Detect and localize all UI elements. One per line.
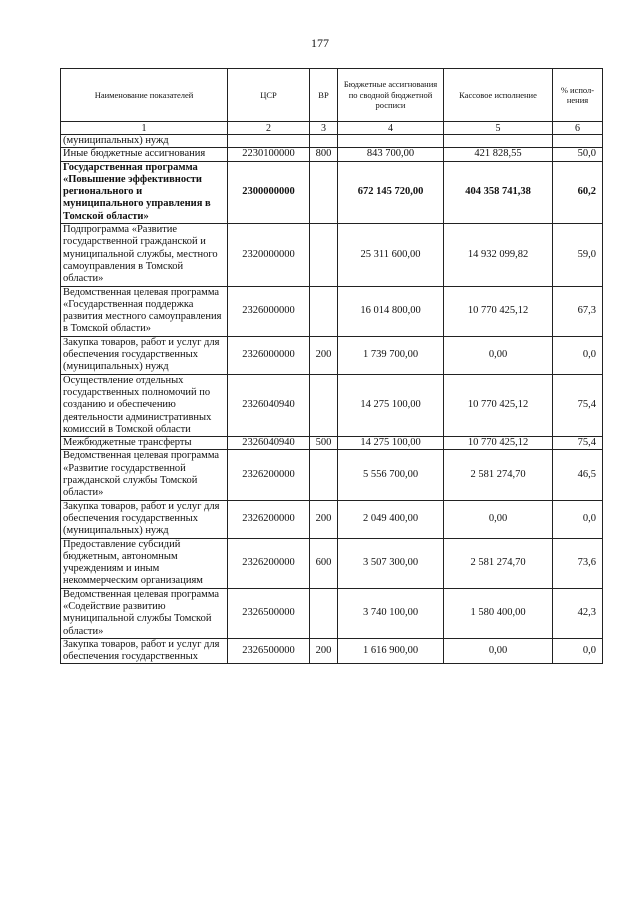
row-vr: [310, 135, 338, 148]
row-budget: 3 740 100,00: [338, 588, 444, 638]
row-name: Закупка товаров, работ и услуг для обеспечения государственных (муниципальных) нужд: [61, 500, 228, 538]
column-number: 4: [338, 122, 444, 135]
row-vr: [310, 161, 338, 223]
table-row: [61, 135, 603, 148]
row-csr: 2326200000: [228, 500, 310, 538]
table-header-row: [61, 69, 603, 122]
table-row: [61, 638, 603, 664]
row-budget: 14 275 100,00: [338, 437, 444, 450]
row-pct: 75,4: [553, 374, 603, 436]
row-name: Государственная программа «Повышение эффективности регионального и муниципального управления в Томской области»: [61, 161, 228, 223]
table-row: [61, 148, 603, 161]
row-csr: 2300000000: [228, 161, 310, 223]
row-name: Ведомственная целевая программа «Государственная поддержка развития местного самоуправления в Томской области»: [61, 286, 228, 336]
row-pct: 59,0: [553, 224, 603, 286]
row-cash: 404 358 741,38: [444, 161, 553, 223]
row-pct: 60,2: [553, 161, 603, 223]
row-budget: 843 700,00: [338, 148, 444, 161]
row-vr: 800: [310, 148, 338, 161]
row-name: Ведомственная целевая программа «Содействие развитию муниципальной службы Томской области»: [61, 588, 228, 638]
row-name: Предоставление субсидий бюджетным, автономным учреждениям и иным некоммерческим организациям: [61, 538, 228, 588]
row-vr: 500: [310, 437, 338, 450]
row-csr: 2326200000: [228, 450, 310, 500]
row-vr: 200: [310, 638, 338, 664]
table-row: [61, 500, 603, 538]
row-name: Осуществление отдельных государственных полномочий по созданию и обеспечению деятельности административных комиссий в Томской области: [61, 374, 228, 436]
row-csr: 2326500000: [228, 638, 310, 664]
row-pct: 75,4: [553, 437, 603, 450]
row-pct: 73,6: [553, 538, 603, 588]
row-pct: 46,5: [553, 450, 603, 500]
row-csr: 2326000000: [228, 336, 310, 374]
row-budget: 1 616 900,00: [338, 638, 444, 664]
header-name: Наименование показателей: [61, 69, 228, 122]
row-cash: [444, 135, 553, 148]
row-csr: 2326200000: [228, 538, 310, 588]
row-pct: 0,0: [553, 336, 603, 374]
row-name: Закупка товаров, работ и услуг для обеспечения государственных: [61, 638, 228, 664]
row-csr: 2326040940: [228, 374, 310, 436]
row-pct: 0,0: [553, 638, 603, 664]
row-budget: 14 275 100,00: [338, 374, 444, 436]
row-cash: 10 770 425,12: [444, 437, 553, 450]
row-budget: 5 556 700,00: [338, 450, 444, 500]
row-name: Подпрограмма «Развитие государственной гражданской и муниципальной службы, местного самоуправления в Томской области»: [61, 224, 228, 286]
row-cash: 2 581 274,70: [444, 538, 553, 588]
column-number: 1: [61, 122, 228, 135]
row-vr: 600: [310, 538, 338, 588]
row-csr: 2230100000: [228, 148, 310, 161]
row-budget: 2 049 400,00: [338, 500, 444, 538]
header-csr: ЦСР: [228, 69, 310, 122]
row-name: Закупка товаров, работ и услуг для обеспечения государственных (муниципальных) нужд: [61, 336, 228, 374]
table-row: [61, 437, 603, 450]
row-vr: [310, 588, 338, 638]
row-pct: 0,0: [553, 500, 603, 538]
row-cash: 0,00: [444, 336, 553, 374]
header-vr: ВР: [310, 69, 338, 122]
row-pct: [553, 135, 603, 148]
row-csr: 2326040940: [228, 437, 310, 450]
row-cash: 10 770 425,12: [444, 286, 553, 336]
row-vr: 200: [310, 500, 338, 538]
row-cash: 0,00: [444, 500, 553, 538]
row-vr: [310, 286, 338, 336]
column-number: 3: [310, 122, 338, 135]
row-csr: [228, 135, 310, 148]
row-cash: 0,00: [444, 638, 553, 664]
row-cash: 14 932 099,82: [444, 224, 553, 286]
row-vr: [310, 450, 338, 500]
row-name: Межбюджетные трансферты: [61, 437, 228, 450]
row-budget: [338, 135, 444, 148]
table-row: [61, 538, 603, 588]
row-name: Ведомственная целевая программа «Развитие государственной гражданской службы Томской области»: [61, 450, 228, 500]
row-csr: 2326500000: [228, 588, 310, 638]
row-pct: 50,0: [553, 148, 603, 161]
row-budget: 1 739 700,00: [338, 336, 444, 374]
table-row: [61, 224, 603, 286]
row-name: Иные бюджетные ассигнования: [61, 148, 228, 161]
row-csr: 2326000000: [228, 286, 310, 336]
table-row: [61, 336, 603, 374]
row-pct: 42,3: [553, 588, 603, 638]
header-pct: % испол-нения: [553, 69, 603, 122]
row-name: (муниципальных) нужд: [61, 135, 228, 148]
table-row-program: [61, 161, 603, 223]
row-vr: [310, 374, 338, 436]
row-pct: 67,3: [553, 286, 603, 336]
row-budget: 672 145 720,00: [338, 161, 444, 223]
row-budget: 3 507 300,00: [338, 538, 444, 588]
column-number: 2: [228, 122, 310, 135]
row-cash: 10 770 425,12: [444, 374, 553, 436]
row-budget: 25 311 600,00: [338, 224, 444, 286]
table-row: [61, 588, 603, 638]
row-vr: [310, 224, 338, 286]
row-budget: 16 014 800,00: [338, 286, 444, 336]
column-number: 5: [444, 122, 553, 135]
row-cash: 2 581 274,70: [444, 450, 553, 500]
row-cash: 421 828,55: [444, 148, 553, 161]
budget-execution-table: [60, 68, 603, 664]
column-number-row: [61, 122, 603, 135]
table-row: [61, 286, 603, 336]
header-cash: Кассовое исполнение: [444, 69, 553, 122]
table-row: [61, 450, 603, 500]
column-number: 6: [553, 122, 603, 135]
row-csr: 2320000000: [228, 224, 310, 286]
page-number: 177: [311, 36, 329, 50]
header-budget: Бюджетные ассигнования по сводной бюджетной росписи: [338, 69, 444, 122]
row-vr: 200: [310, 336, 338, 374]
row-cash: 1 580 400,00: [444, 588, 553, 638]
table-row: [61, 374, 603, 436]
